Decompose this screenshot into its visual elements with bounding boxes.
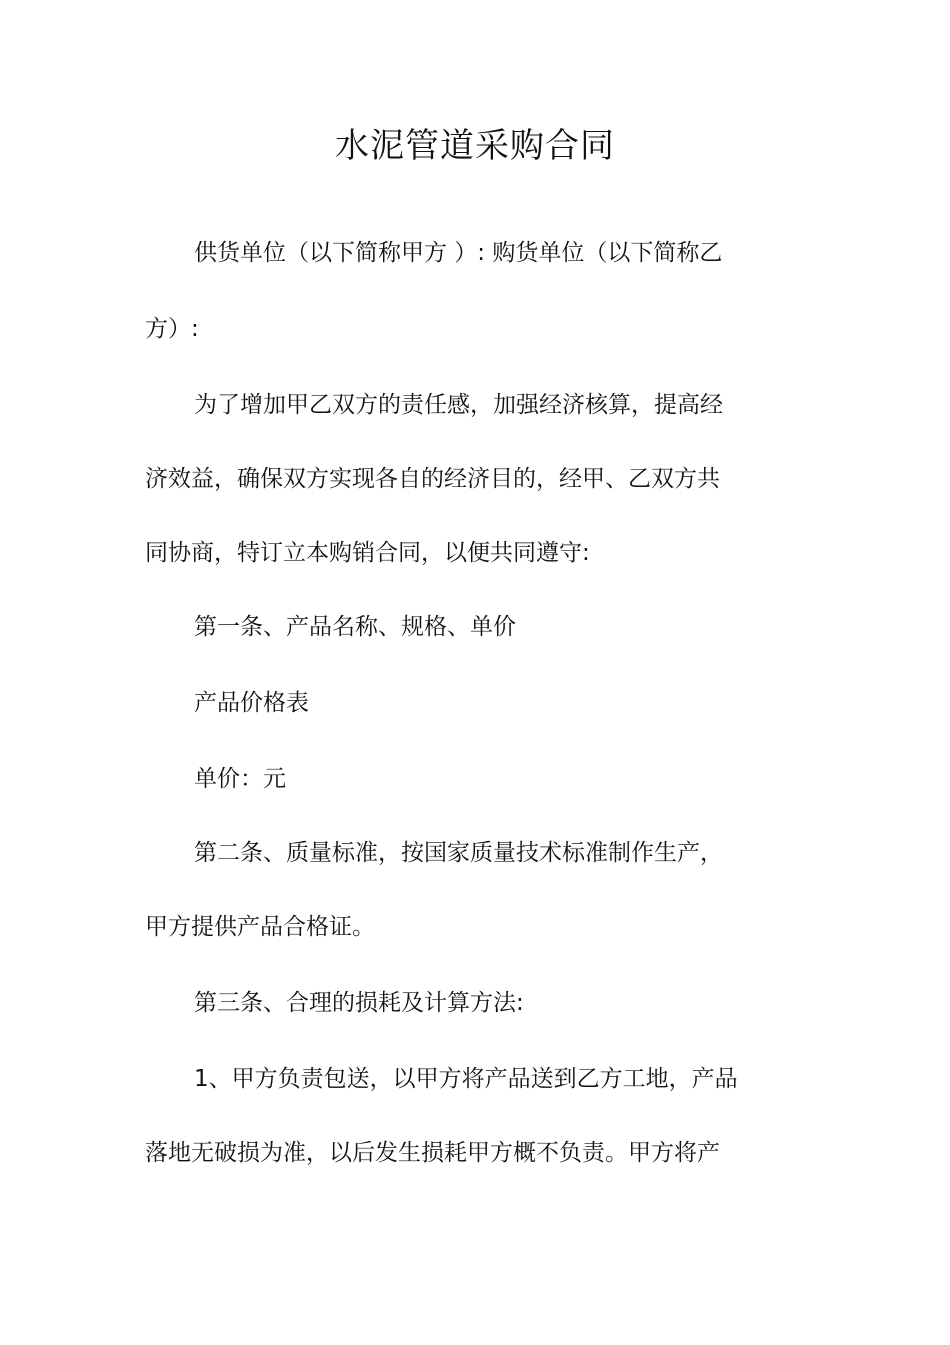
text-line-item-1: 1、甲方负责包送，以甲方将产品送到乙方工地，产品	[194, 1066, 738, 1092]
text-line-purpose-1: 为了增加甲乙双方的责任感，加强经济核算，提高经	[194, 392, 723, 418]
text-line-price-table: 产品价格表	[194, 690, 309, 716]
text-line-purpose-2: 济效益，确保双方实现各自的经济目的，经甲、乙双方共	[145, 466, 720, 492]
text-line-article-2: 第二条、质量标准，按国家质量技术标准制作生产，	[194, 840, 723, 866]
text-line-supplier-buyer: 供货单位（以下简称甲方 ）: 购货单位（以下简称乙	[194, 240, 723, 266]
text-line-article-1: 第一条、产品名称、规格、单价	[194, 614, 516, 640]
text-line-article-3: 第三条、合理的损耗及计算方法:	[194, 990, 524, 1016]
text-line-item-1-cont: 落地无破损为准，以后发生损耗甲方概不负责。甲方将产	[145, 1140, 720, 1166]
text-line-purpose-3: 同协商，特订立本购销合同，以便共同遵守:	[145, 540, 590, 566]
document-title: 水泥管道采购合同	[335, 126, 615, 166]
text-line-unit-price: 单价：元	[194, 766, 286, 792]
text-line-buyer-cont: 方）:	[145, 316, 199, 342]
text-line-article-2-cont: 甲方提供产品合格证。	[145, 914, 375, 940]
